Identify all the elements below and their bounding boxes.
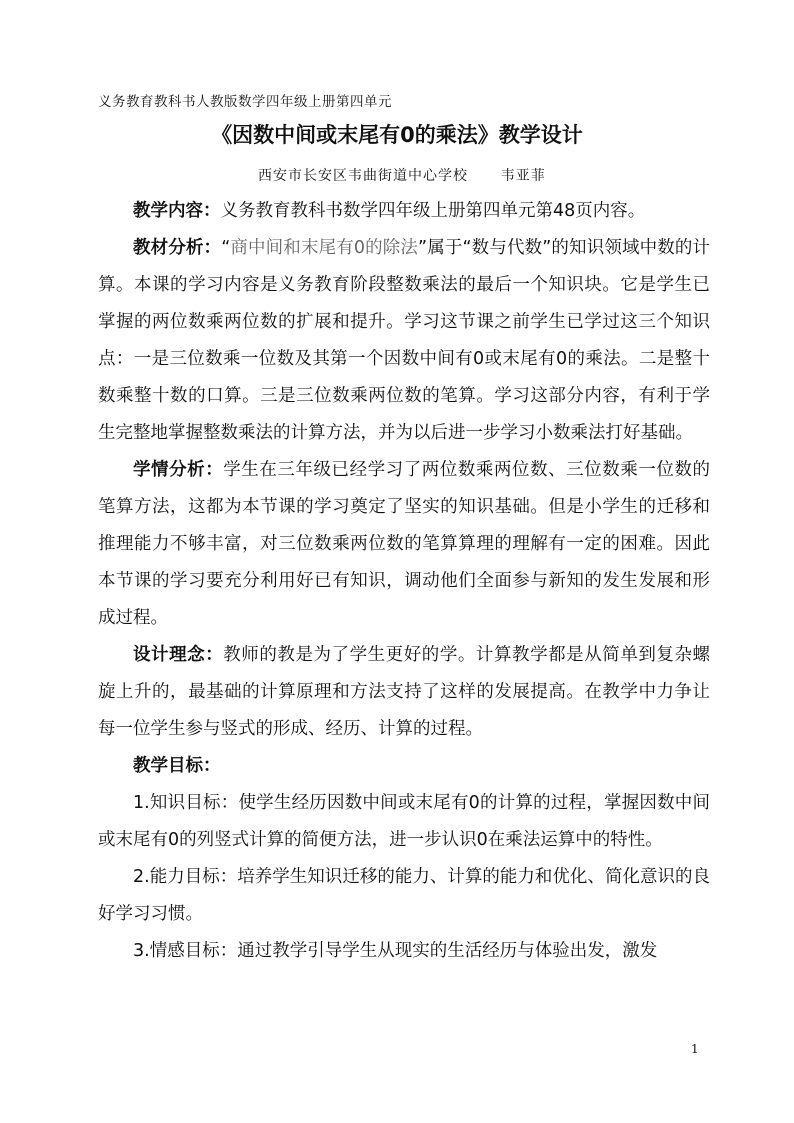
concept-label: 设计理念： [133,645,224,665]
students-text: 学生在三年级已经学习了两位数乘两位数、三位数乘一位数的笔算方法，这都为本节课的学习奠定了坚实的知识基础。但是小学生的迁移和推理能力不够丰富，对三位数乘两位数的笔算算理的理解有一定的困难。因此本节课的学习要充分利用好已有知识，调动他们全面参与新知的发生发展和形成过程。 [98,460,711,628]
material-text: ”属于“数与代数”的知识领域中数的计算。本课的学习内容是义务教育阶段整数乘法的最后一个知识块。它是学生已掌握的两位数乘两位数的扩展和提升。学习这节课之前学生已学过这三个知识点：一是三位数乘一位数及其第一个因数中间有0或末尾有0的乘法。二是整十数乘整十数的口算。三是三位数乘两位数的笔算。学习这部分内容，有利于学生完整地掌握整数乘法的计算方法，并为以后进一步学习小数乘法打好基础。 [98,238,711,443]
page-number: 1 [691,1042,699,1056]
document-title: 《因数中间或末尾有0的乘法》教学设计 [211,123,583,147]
goal-item: 3.情感目标：通过教学引导学生从现实的生活经历与体验出发，激发 [133,941,658,961]
goal-item: 2.能力目标：培养学生知识迁移的能力、计算的能力和优化、简化意识的良好学习习惯。 [98,867,710,924]
concept-text: 教师的教是为了学生更好的学。计算教学都是从简单到复杂螺旋上升的，最基础的计算原理和方法支持了这样的发展提高。在教学中力争让每一位学生参与竖式的形成、经历、计算的过程。 [98,645,711,739]
concept-paragraph [98,637,710,748]
students-paragraph [98,452,710,637]
content-paragraph [98,193,710,230]
content-text: 义务教育教科书数学四年级上册第四单元第48页内容。 [220,201,646,221]
running-header: 义务教育教科书人教版数学四年级上册第四单元 [98,94,392,110]
goals-label: 教学目标： [133,756,221,776]
goals-heading [98,748,710,785]
content-label: 教学内容： [133,201,221,221]
material-paragraph [98,230,710,452]
material-quote-open: “ [221,238,231,258]
material-quoted-topic: 商中间和末尾有0的除法 [230,238,419,258]
students-label: 学情分析： [133,460,224,480]
document-body [98,193,710,970]
material-label: 教材分析： [133,238,222,258]
author-line: 西安市长安区韦曲街道中心学校 韦亚菲 [258,168,546,184]
goal-item: 1.知识目标：使学生经历因数中间或末尾有0的计算的过程，掌握因数中间或末尾有0的列竖式计算的简便方法，进一步认识0在乘法运算中的特性。 [98,793,710,850]
